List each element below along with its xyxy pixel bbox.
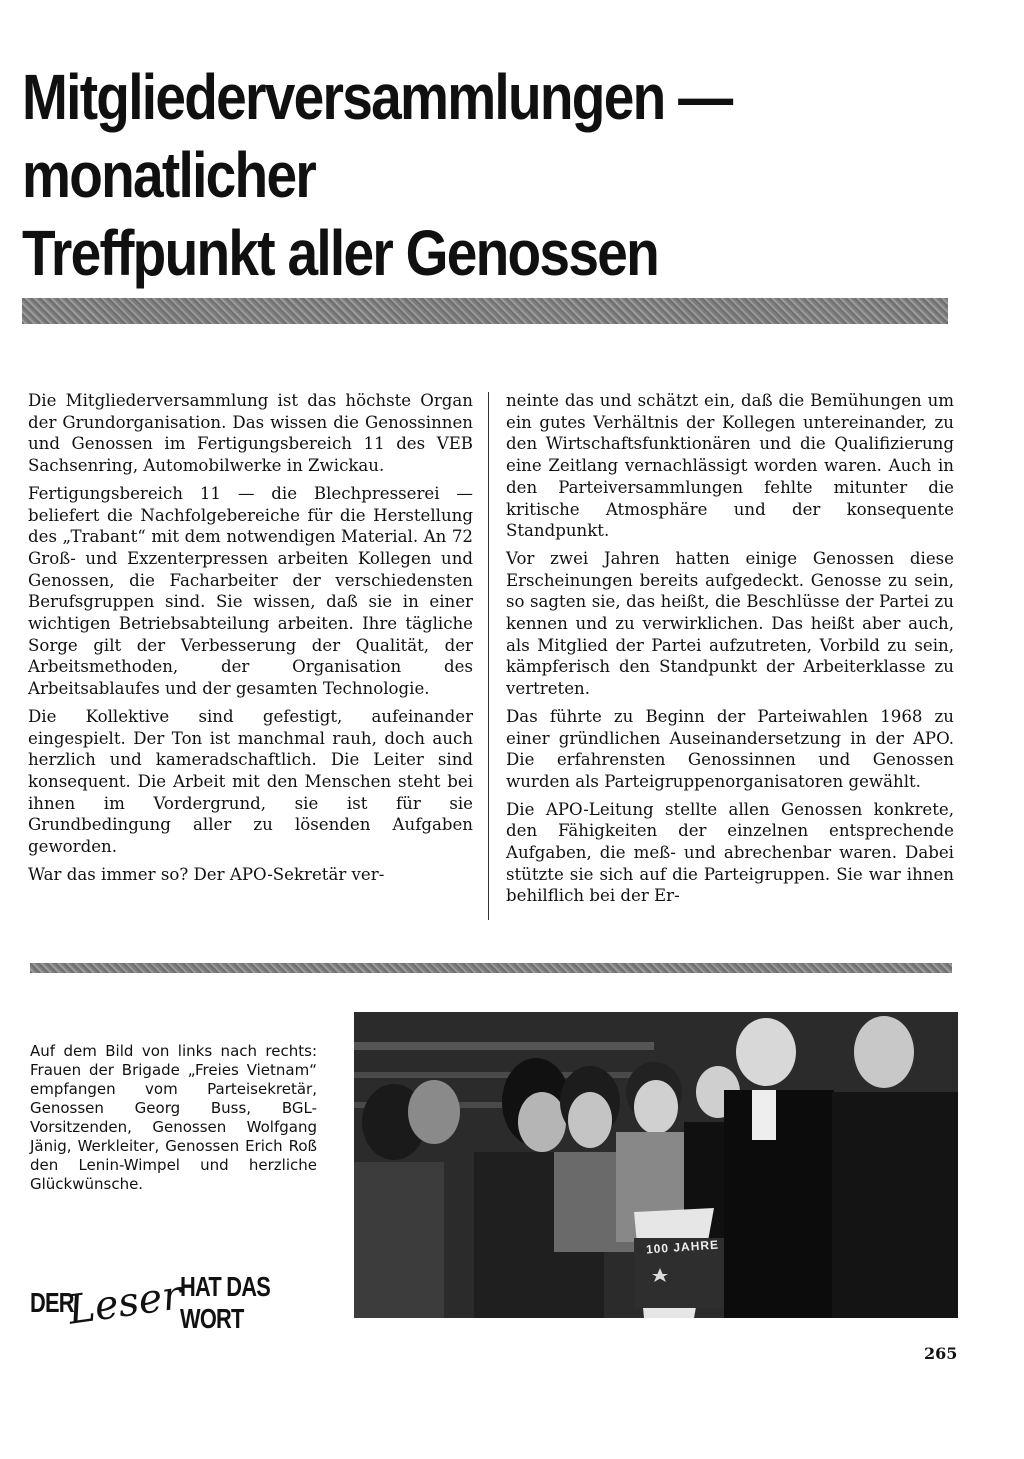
- left-column: [28, 390, 473, 891]
- article-headline: [22, 58, 848, 292]
- photo-caption: Auf dem Bild von links nach rechts: Frauen der Brigade „Freies Vietnam“ empfangen vom Parteisekretär, Genossen Georg Buss, BGL-Vorsitzenden, Genossen Wolfgang Jänig, Werkleiter, Genossen Erich Roß den Lenin-Wimpel und herzliche Glückwünsche.: [30, 1042, 317, 1193]
- paragraph: War das immer so? Der APO-Sekretär ver-: [28, 864, 385, 884]
- headline-line-3: Treffpunkt aller Genossen: [22, 217, 658, 289]
- section-rule: [30, 963, 952, 973]
- signet-der: DER: [30, 1287, 74, 1318]
- column-divider: [488, 392, 489, 920]
- signet-hat-das-wort: HAT DAS WORT: [179, 1271, 270, 1334]
- headline-line-2: monatlicher: [22, 139, 316, 211]
- headline-line-1: Mitgliederversammlungen —: [22, 61, 732, 133]
- signet-leser: Leser: [65, 1272, 185, 1334]
- paragraph: Die Kollektive sind gefestigt, aufeinander eingespielt. Der Ton ist manchmal rauh, doch auch herzlich und kameradschaftlich. Die Leiter sind konsequent. Die Arbeit mit den Menschen steht bei ihnen im Vordergrund, sie ist für sie Grundbedingung aller zu lösenden Aufgaben geworden.: [28, 706, 473, 857]
- paragraph: Die Mitgliederversammlung ist das höchste Organ der Grundorganisation. Das wissen die Genossinnen und Genossen im Fertigungsbereich 11 des VEB Sachsenring, Automobilwerke in Zwickau.: [28, 391, 473, 476]
- paragraph: Das führte zu Beginn der Parteiwahlen 1968 zu einer gründlichen Auseinandersetzung in der APO. Die erfahrensten Genossinnen und Genossen wurden als Parteigruppenorganisatoren gewählt.: [506, 706, 954, 791]
- paragraph: neinte das und schätzt ein, daß die Bemühungen um ein gutes Verhältnis der Kollegen untereinander, zu den Wirtschaftsfunktionären und die Qualifizierung eine Zeitlang vernachlässigt worden waren. Auch in den Parteiversammlungen fehlte mitunter die kritische Atmosphäre und der konsequente Standpunkt.: [506, 391, 954, 541]
- paragraph: Die APO-Leitung stellte allen Genossen konkrete, den Fähigkeiten der einzelnen entsprechende Aufgaben, die meß- und abrechenbar waren. Dabei stützte sie sich auf die Parteigruppen. Sie war ihnen behilflich bei der Er-: [506, 799, 954, 906]
- headline-rule: [22, 298, 948, 324]
- photo-illustration: [354, 1012, 958, 1318]
- right-column: [506, 390, 954, 913]
- pennant-label: 100 JAHRE: [645, 1237, 720, 1257]
- page-number: 265: [924, 1344, 958, 1363]
- section-signet: [30, 1271, 330, 1334]
- paragraph: Vor zwei Jahren hatten einige Genossen diese Erscheinungen bereits aufgedeckt. Genosse zu sein, so sagten sie, das heißt, die Beschlüsse der Partei zu kennen und zu verwirklichen. Das heißt aber auch, als Mitglied der Partei aufzutreten, Vorbild zu sein, kämpferisch den Standpunkt der Arbeiterklasse zu vertreten.: [506, 548, 954, 699]
- group-photo: [354, 1012, 958, 1318]
- paragraph: Fertigungsbereich 11 — die Blechpresserei — beliefert die Nachfolgebereiche für die Herstellung des „Trabant“ mit dem notwendigen Material. An 72 Groß- und Exzenterpressen arbeiten Kollegen und Genossen, die Facharbeiter der verschiedensten Berufsgruppen sind. Sie wissen, daß sie in einer wichtigen Betriebsabteilung arbeiten. Ihre tägliche Sorge gilt der Verbesserung der Qualität, der Arbeitsmethoden, der Organisation des Arbeitsablaufes und der gesamten Technologie.: [28, 483, 473, 699]
